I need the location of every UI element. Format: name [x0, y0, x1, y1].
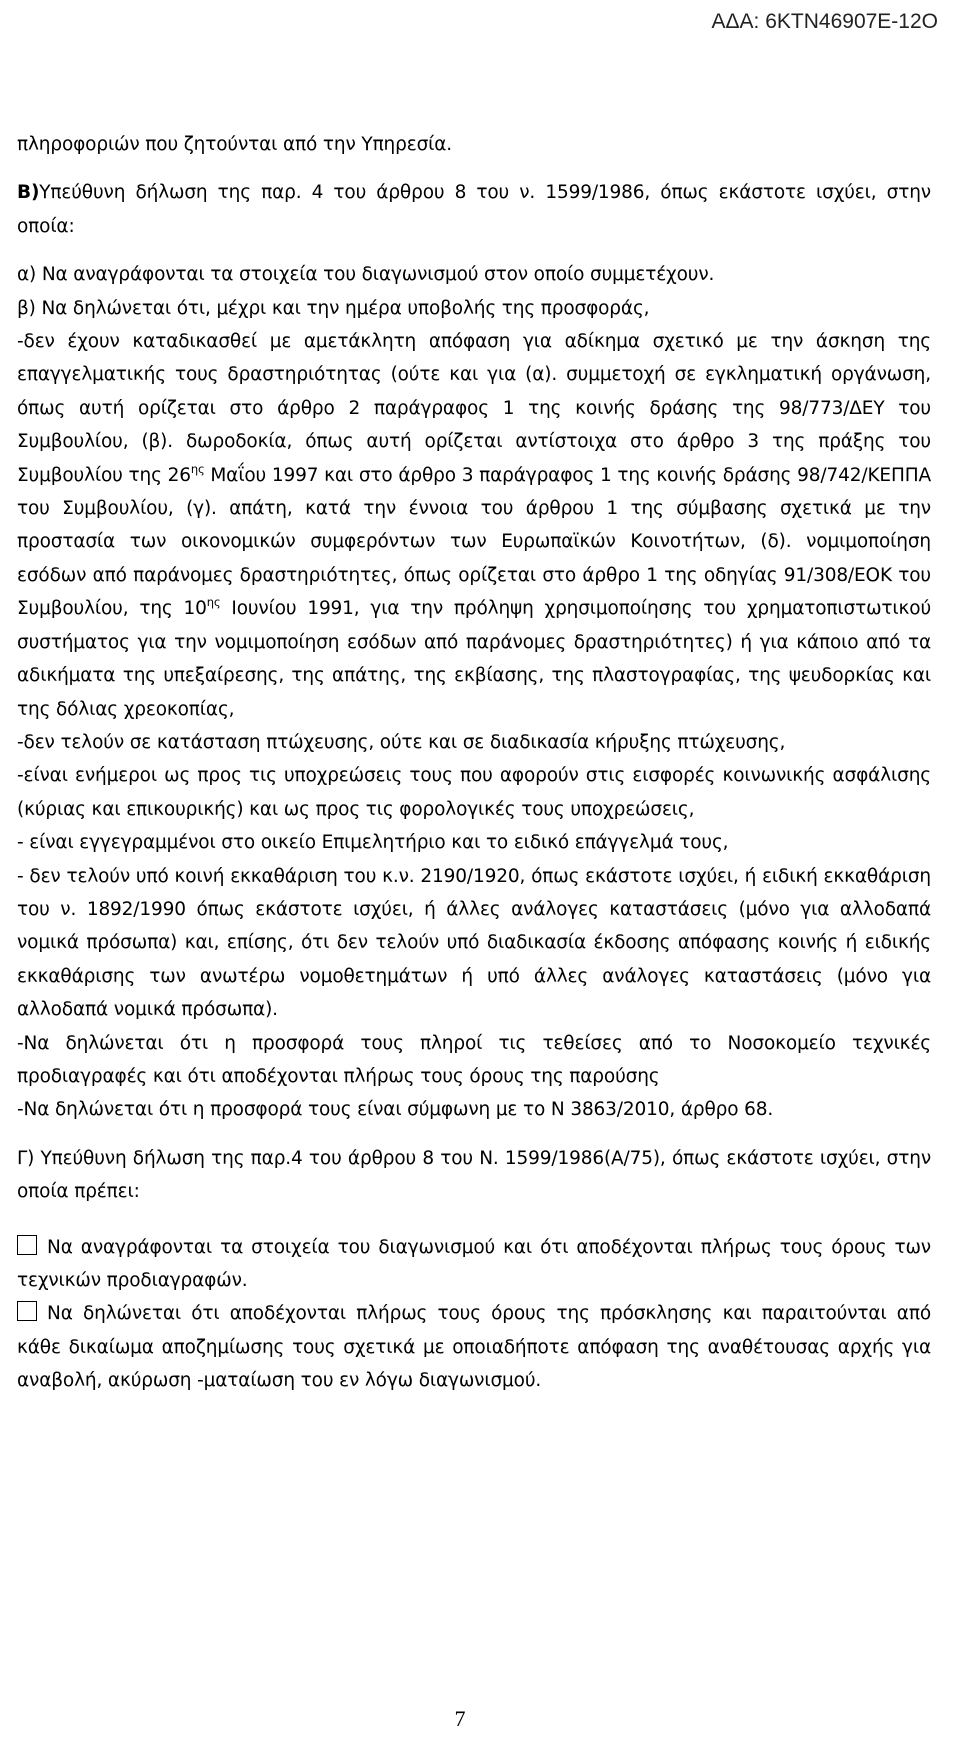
- paragraph-specifications: -Να δηλώνεται ότι η προσφορά τους πληροί τις τεθείσες από το Νοσοκομείο τεχνικές προδιαγραφές και ότι αποδέχονται πλήρως τους όρους της παρούσης: [17, 1032, 931, 1087]
- paragraph-chamber: - είναι εγγεγραμμένοι στο οικείο Επιμελητήριο και το ειδικό επάγγελμά τους,: [17, 832, 729, 854]
- paragraph-b-declaration: [17, 176, 931, 243]
- conviction-text-2: Μαΐου 1997 και στο άρθρο 3 παράγραφος 1 της κοινής δράσης 98/742/ΚΕΠΠΑ του Συμβουλίου, (γ). απάτη, κατά την έννοια του άρθρου 1 της σύμβασης σχετικά με την προστασία των οικονομικών συμφερόντων των Ευρωπαϊκών Κοινοτήτων, (δ). νομιμοποίηση εσόδων από παράνομες δραστηριότητες, όπως ορίζεται στο άρθρο 1 της οδηγίας 91/308/ΕΟΚ του Συμβουλίου, της 10: [17, 464, 931, 620]
- paragraph-a-item: α) Να αναγράφονται τα στοιχεία του διαγωνισμού στον οποίο συμμετέχουν.: [17, 264, 715, 286]
- checkbox-item-1: [17, 1231, 931, 1298]
- checkbox-square-icon[interactable]: [17, 1301, 37, 1321]
- superscript-ordinal-1: ης: [190, 461, 205, 476]
- paragraph-g-declaration: Γ) Υπεύθυνη δήλωση της παρ.4 του άρθρου 8 του Ν. 1599/1986(Α/75), όπως εκάστοτε ισχύει, στην οποία πρέπει:: [17, 1147, 931, 1203]
- superscript-ordinal-2: ης: [206, 595, 221, 610]
- section-label-b: Β): [17, 182, 40, 204]
- conviction-text-3: Ιουνίου 1991, για την πρόληψη χρησιμοποίησης του χρηματοπιστωτικού συστήματος για την νομιμοποίηση εσόδων από παράνομες δραστηριότητες) ή για κάποιο από τα αδικήματα της υπεξαίρεσης, της απάτης, της εκβίασης, της πλαστογραφίας, της ψευδορκίας και της δόλιας χρεοκοπίας,: [17, 598, 931, 720]
- checkbox-item-2-text: Να δηλώνεται ότι αποδέχονται πλήρως τους όρους της πρόσκλησης και παραιτούνται από κάθε δικαίωμα αποζημίωσης τους σχετικά με οποιαδήποτε απόφαση της αναθέτουσας αρχής για αναβολή, ακύρωση -ματαίωση του εν λόγω διαγωνισμού.: [17, 1303, 931, 1392]
- paragraph-b-text: Υπεύθυνη δήλωση της παρ. 4 του άρθρου 8 του ν. 1599/1986, όπως εκάστοτε ισχύει, στην οποία:: [17, 182, 931, 237]
- paragraph-p1: πληροφοριών που ζητούνται από την Υπηρεσία.: [17, 134, 453, 155]
- checkbox-square-icon[interactable]: [17, 1235, 37, 1255]
- paragraph-law: -Να δηλώνεται ότι η προσφορά τους είναι σύμφωνη με το Ν 3863/2010, άρθρο 68.: [17, 1099, 774, 1121]
- paragraph-insurance: -είναι ενήμεροι ως προς τις υποχρεώσεις τους που αφορούν στις εισφορές κοινωνικής ασφάλισης (κύριας και επικουρικής) και ως προς τις φορολογικές τους υποχρεώσεις,: [17, 765, 931, 820]
- paragraph-liquidation: - δεν τελούν υπό κοινή εκκαθάριση του κ.ν. 2190/1920, όπως εκάστοτε ισχύει, ή ειδική εκκαθάριση του ν. 1892/1990 όπως εκάστοτε ισχύει, ή άλλες ανάλογες καταστάσεις (μόνο για αλλοδαπά νομικά πρόσωπα) και, επίσης, ότι δεν τελούν υπό διαδικασία έκδοσης απόφασης κοινής ή ειδικής εκκαθάρισης των ανωτέρω νομοθετημάτων ή υπό άλλες ανάλογες καταστάσεις (μόνο για αλλοδαπά νομικά πρόσωπα).: [17, 865, 931, 1021]
- conviction-text-1: -δεν έχουν καταδικασθεί με αμετάκλητη απόφαση για αδίκημα σχετικό με την άσκηση της επαγγελματικής τους δραστηριότητας (ούτε και για (α). συμμετοχή σε εγκληματική οργάνωση, όπως αυτή ορίζεται στο άρθρο 2 παράγραφος 1 της κοινής δράσης της 98/773/ΔΕΥ του Συμβουλίου, (β). δωροδοκία, όπως αυτή ορίζεται αντίστοιχα στο άρθρο 3 της πράξης του Συμβουλίου της 26: [17, 331, 931, 486]
- document-body: [17, 128, 931, 1398]
- paragraph-conviction: [17, 325, 931, 726]
- ada-code: ΑΔΑ: 6ΚΤΝ46907Ε-12Ο: [711, 10, 938, 33]
- page-number: 7: [454, 1706, 466, 1731]
- checkbox-item-2: [17, 1297, 931, 1397]
- checkbox-item-1-text: Να αναγράφονται τα στοιχεία του διαγωνισμού και ότι αποδέχονται πλήρως τους όρους των τεχνικών προδιαγραφών.: [17, 1236, 931, 1291]
- paragraph-b-item: β) Να δηλώνεται ότι, μέχρι και την ημέρα υποβολής της προσφοράς,: [17, 297, 650, 319]
- paragraph-bankruptcy: -δεν τελούν σε κατάσταση πτώχευσης, ούτε και σε διαδικασία κήρυξης πτώχευσης,: [17, 731, 786, 753]
